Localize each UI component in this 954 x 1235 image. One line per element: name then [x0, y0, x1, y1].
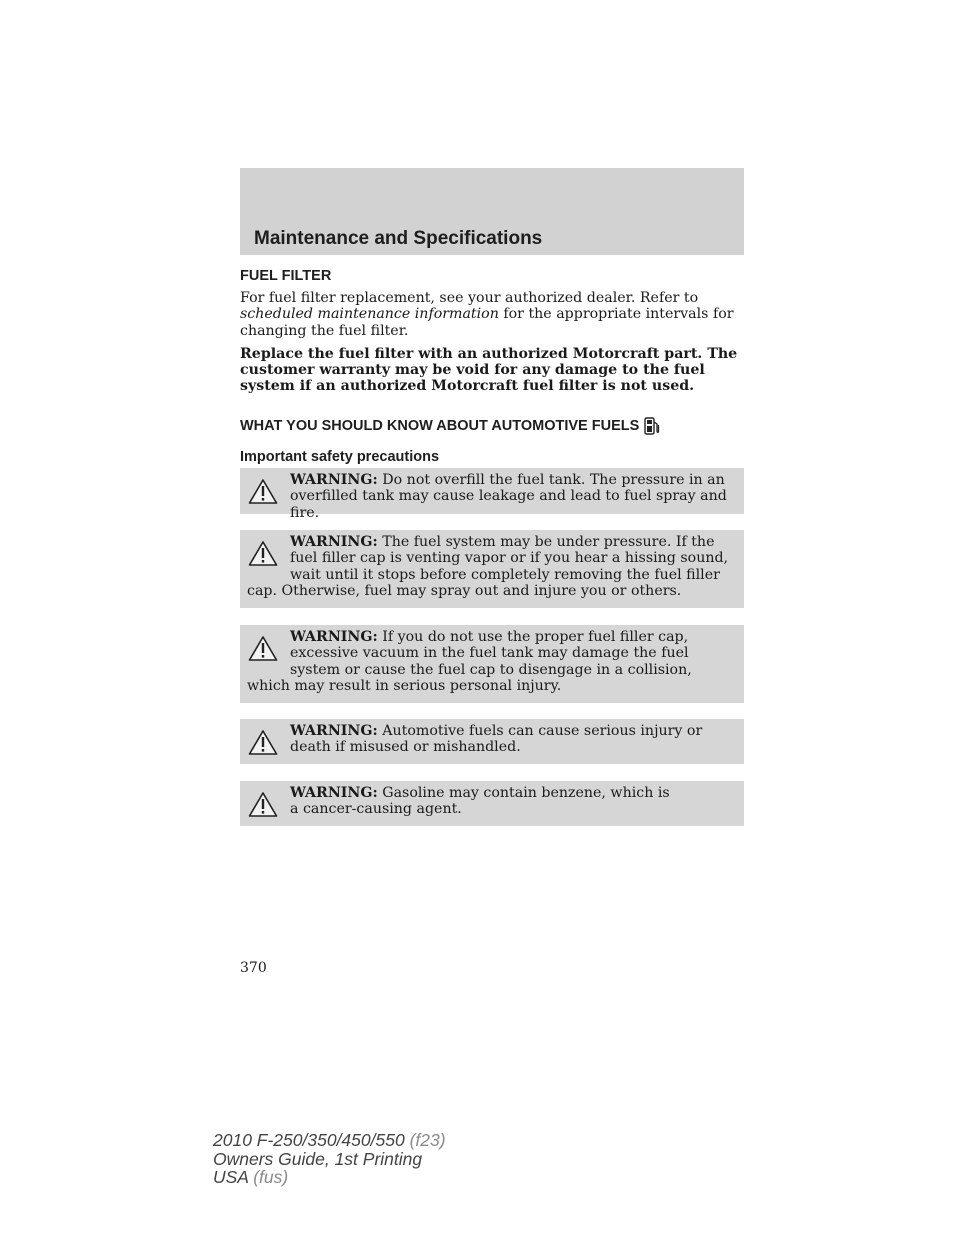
- warning-triangle-icon: [248, 478, 278, 505]
- footer-model-code: (f23): [404, 1130, 446, 1150]
- automotive-fuels-heading-text: WHAT YOU SHOULD KNOW ABOUT AUTOMOTIVE FUELS: [240, 417, 640, 434]
- warning-body: Do not overfill the fuel tank. The pressure in an overfilled tank may cause leakage and lead to fuel spray and fire.: [290, 472, 727, 521]
- warning-box-filler-cap: [240, 625, 744, 703]
- footer-model: 2010 F-250/350/450/550: [213, 1130, 405, 1150]
- warning-triangle-icon: [248, 635, 278, 662]
- footer-printing: Owners Guide, 1st Printing: [213, 1148, 423, 1169]
- page-number: 370: [240, 960, 267, 976]
- main-content: [240, 268, 744, 465]
- warning-text: [247, 629, 736, 694]
- warning-text: [247, 472, 736, 521]
- fuel-pump-icon: [644, 417, 660, 435]
- section-header-band: [240, 168, 744, 255]
- footer-market-code: (fus): [248, 1167, 289, 1187]
- section-title: Maintenance and Specifications: [254, 228, 543, 249]
- warning-text: [247, 723, 736, 756]
- footer-line-printing: [213, 1150, 446, 1169]
- warning-label: WARNING:: [290, 723, 378, 739]
- warning-body: Gasoline may contain benzene, which is a cancer-causing agent.: [290, 785, 670, 818]
- warning-text: [247, 534, 736, 599]
- warning-text: [247, 785, 736, 818]
- fuel-filter-text-a: For fuel filter replacement, see your authorized dealer. Refer to: [240, 290, 699, 306]
- footer-line-model: [213, 1131, 446, 1150]
- warning-body: If you do not use the proper fuel filler cap, excessive vacuum in the fuel tank may damage the fuel system or cause the fuel cap to disengage in a collision, which may result in serious personal injury.: [247, 629, 692, 694]
- warning-box-misuse: [240, 719, 744, 764]
- warning-label: WARNING:: [290, 472, 378, 488]
- warning-label: WARNING:: [290, 534, 378, 550]
- warning-triangle-icon: [248, 729, 278, 756]
- warning-body: Automotive fuels can cause serious injury or death if misused or mishandled.: [290, 723, 703, 756]
- fuel-filter-paragraph: [240, 290, 744, 339]
- warning-box-pressure: [240, 530, 744, 608]
- footer-market: USA: [213, 1167, 249, 1187]
- fuel-filter-text-b: for the appropriate intervals for changing the fuel filter.: [240, 306, 734, 339]
- warning-triangle-icon: [248, 540, 278, 567]
- warning-label: WARNING:: [290, 629, 378, 645]
- warning-body: The fuel system may be under pressure. If the fuel filler cap is venting vapor or if you hear a hissing sound, wait until it stops before completely removing the fuel filler cap. Otherwise, fuel may spray out and injure you or others.: [247, 534, 729, 599]
- motorcraft-notice: Replace the fuel filter with an authorized Motorcraft part. The customer warranty may be void for any damage to the fuel system if an authorized Motorcraft fuel filter is not used.: [240, 345, 738, 395]
- safety-precautions-subheading: Important safety precautions: [240, 448, 440, 465]
- warning-label: WARNING:: [290, 785, 378, 801]
- footer-line-market: [213, 1168, 446, 1187]
- automotive-fuels-heading: [240, 417, 744, 435]
- warning-box-benzene: [240, 781, 744, 826]
- fuel-filter-heading: FUEL FILTER: [240, 268, 332, 284]
- scheduled-maintenance-link-text: scheduled maintenance information: [240, 306, 499, 323]
- document-footer: [213, 1131, 446, 1187]
- warning-triangle-icon: [248, 791, 278, 818]
- warning-box-overfill: [240, 468, 744, 521]
